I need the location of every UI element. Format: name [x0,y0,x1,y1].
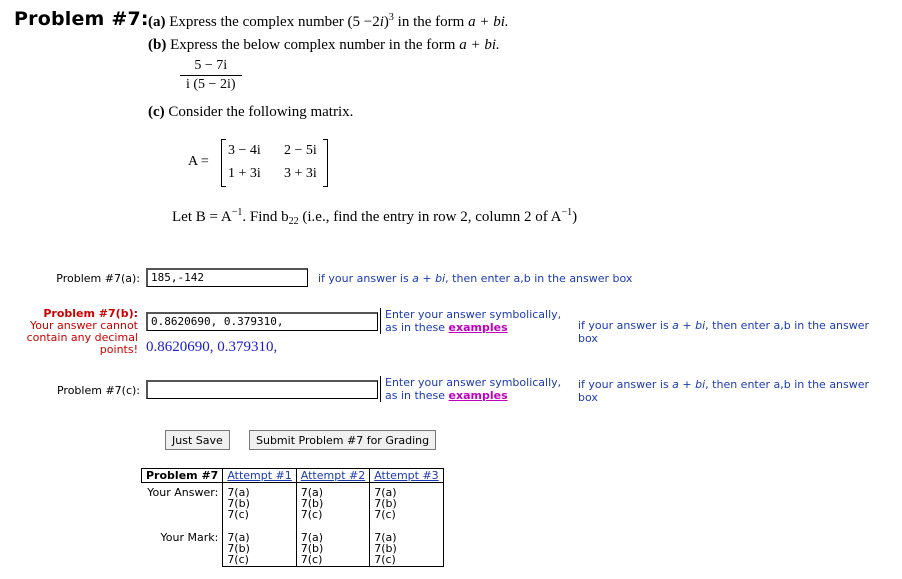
answer-a-hint-form: a + bi [412,272,446,285]
answer-b-label: Problem #7(b): [43,307,138,320]
attempts-header-row [142,469,444,483]
a2-ans-a: 7(a) [300,486,324,499]
attempt-3-answers [370,483,443,527]
answer-b-hint-suffix: , then enter a,b in the answer [705,319,870,332]
attempt-3-header[interactable] [370,469,443,483]
answer-b-input[interactable]: 0.8620690, 0.379310, [146,312,378,331]
a3-ans-a: 7(a) [374,486,397,499]
let-sub: 22 [288,216,299,227]
your-mark-row [142,526,444,567]
a3-ans-b: 7(b) [374,497,397,510]
attempt-1-answers [223,483,296,527]
attempt-2-link[interactable]: Attempt #2 [300,469,366,482]
part-c-text [148,104,353,121]
attempt-1-marks [223,526,296,567]
a1-ans-b: 7(b) [227,497,250,510]
attempt-3-marks [370,526,443,567]
answer-b-error-3: points! [99,343,138,356]
your-answer-label: Your Answer: [142,483,223,527]
matrix-cell-21: 1 + 3i [228,166,261,181]
answer-b-error-1: Your answer cannot [30,319,138,332]
answer-b-hint-prefix: if your answer is [578,319,673,332]
answer-c-enter-line2: as in these [385,389,449,402]
part-c-find-text [172,207,577,227]
answer-b-label-block [20,308,138,356]
answer-c-input[interactable] [146,380,378,399]
attempt-2-header[interactable] [296,469,369,483]
a2-mark-b: 7(b) [300,542,324,555]
answer-a-input[interactable]: 185,-142 [146,268,308,287]
part-b-form: a + bi. [459,37,500,53]
let-text-4: ) [572,209,578,225]
a1-ans-a: 7(a) [227,486,250,499]
submit-problem-button[interactable]: Submit Problem #7 for Grading [249,430,436,450]
answer-b-enter-line1: Enter your answer symbolically, [385,308,562,321]
attempt-1-link[interactable]: Attempt #1 [227,469,292,482]
let-text-3: (i.e., find the entry in row 2, column 2 of A [298,209,562,225]
answer-a-label: Problem #7(a): [56,272,140,285]
part-a-label: (a) [148,14,166,30]
part-b-text-body: Express the below complex number in the form [170,37,460,53]
answer-c-hint-suffix: , then enter a,b in the answer [705,378,870,391]
a2-mark-a: 7(a) [300,531,324,544]
attempt-2-marks [296,526,369,567]
part-b-label: (b) [148,37,167,53]
part-a-text [148,12,509,31]
a3-mark-c: 7(c) [374,553,396,566]
a1-ans-c: 7(c) [227,508,249,521]
part-a-text-end: in the form [393,14,469,30]
part-a-exponent: 3 [388,12,394,23]
let-exp: −1 [231,207,243,218]
a3-mark-a: 7(a) [374,531,397,544]
matrix-cell-11: 3 − 4i [228,143,261,158]
answer-c-hint-prefix: if your answer is [578,378,673,391]
answer-b-hint [578,319,869,345]
answer-a-hint [318,272,632,285]
answer-c-enter-line1: Enter your answer symbolically, [385,376,562,389]
let-text-2: . Find b [242,209,289,225]
let-exp2: −1 [561,207,573,218]
your-mark-label: Your Mark: [160,531,219,544]
answer-c-hint-form: a + bi [672,378,706,391]
answer-c-examples-link[interactable]: examples [448,389,508,402]
answer-c-hint-line2: box [578,391,598,404]
part-a-text-after: ) [383,14,389,30]
just-save-button[interactable]: Just Save [165,430,230,450]
a2-ans-b: 7(b) [300,497,324,510]
matrix-name: A = [188,154,209,169]
answer-c-enter-hint [380,376,561,402]
matrix-cell-12: 2 − 5i [284,143,317,158]
answer-b-preview: 0.8620690, 0.379310, [146,339,278,355]
answer-a-hint-prefix: if your answer is [318,272,413,285]
answer-b-enter-line2: as in these [385,321,449,334]
fraction-numerator: 5 − 7i [194,58,228,73]
part-a-i: i [379,14,384,30]
a1-mark-c: 7(c) [227,553,249,566]
matrix-cell-22: 3 + 3i [284,166,317,181]
a1-mark-b: 7(b) [227,542,250,555]
attempts-corner: Problem #7 [142,469,223,483]
answer-b-hint-form: a + bi [672,319,706,332]
attempt-1-header[interactable] [223,469,296,483]
attempts-table [141,468,444,567]
answer-a-hint-suffix: , then enter a,b in the answer box [445,272,633,285]
answer-c-hint [578,378,869,404]
part-b-text [148,37,500,54]
a2-ans-c: 7(c) [300,508,323,521]
part-b-fraction [180,58,242,93]
matrix-left-bracket [221,139,226,187]
part-a-text-before: Express the complex number (5 −2 [169,14,380,30]
your-answer-row [142,483,444,527]
answer-b-enter-hint [380,308,561,334]
part-c-text-body: Consider the following matrix. [168,104,354,120]
answer-b-examples-link[interactable]: examples [448,321,508,334]
a3-mark-b: 7(b) [374,542,397,555]
let-text-1: Let B = A [172,209,232,225]
part-c-label: (c) [148,104,165,120]
answer-b-hint-line2: box [578,332,598,345]
attempt-2-answers [296,483,369,527]
a1-mark-a: 7(a) [227,531,250,544]
answer-c-label: Problem #7(c): [56,384,140,397]
fraction-denominator: i (5 − 2i) [180,75,242,93]
matrix-right-bracket [323,139,328,187]
part-a-form: a + bi. [468,14,509,30]
attempt-3-link[interactable]: Attempt #3 [374,469,439,482]
a3-ans-c: 7(c) [374,508,396,521]
answer-b-error-2: contain any decimal [26,331,138,344]
problem-title: Problem #7: [14,8,149,30]
a2-mark-c: 7(c) [300,553,323,566]
